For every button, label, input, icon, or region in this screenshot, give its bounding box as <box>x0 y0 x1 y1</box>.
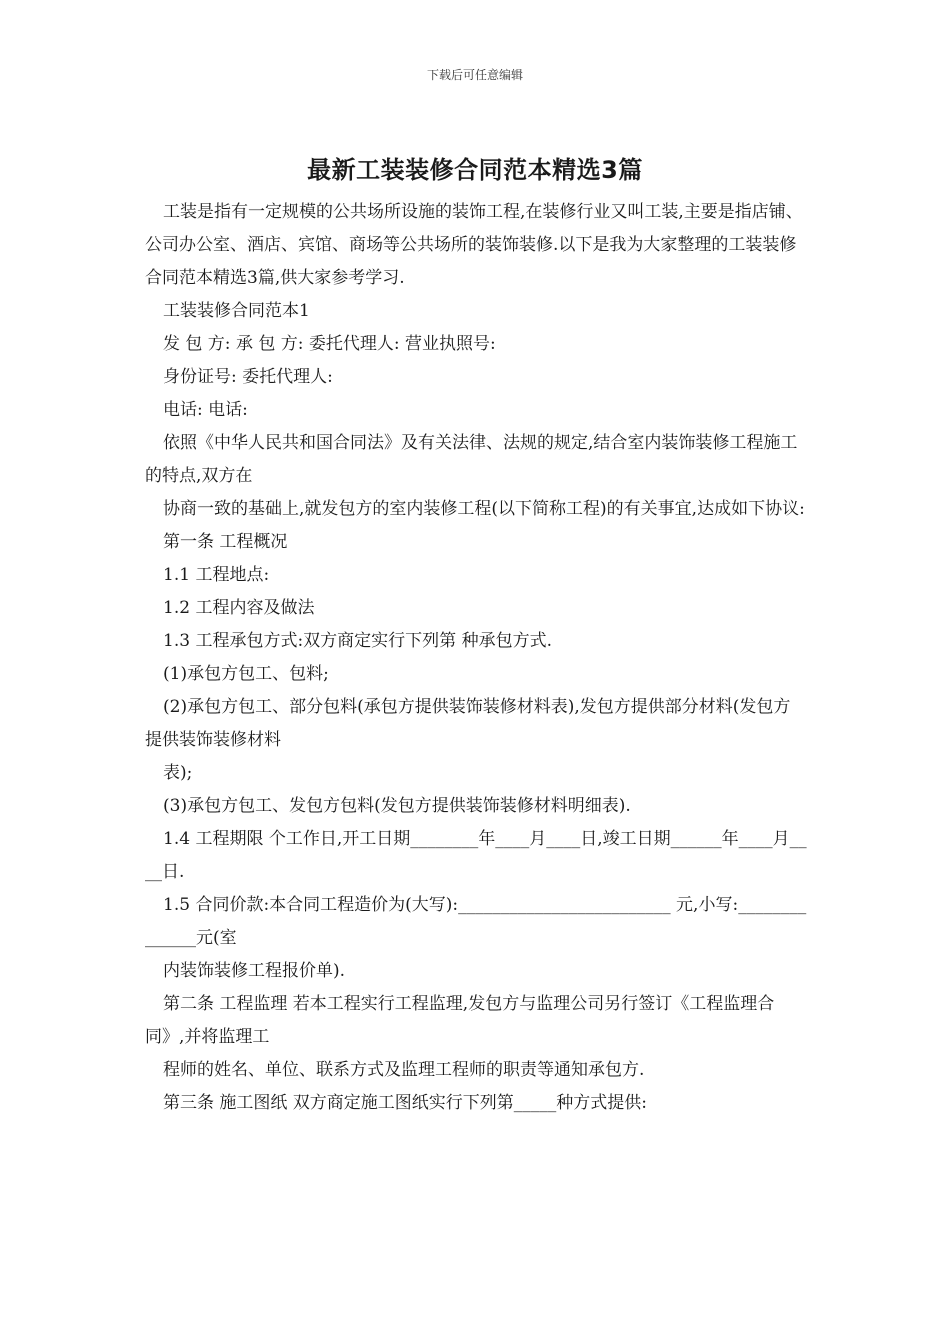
section-heading: 工装装修合同范本1 <box>163 301 310 321</box>
document-body <box>145 196 807 1120</box>
agreement-paragraph: 协商一致的基础上,就发包方的室内装修工程(以下简称工程)的有关事宜,达成如下协议: <box>163 499 805 519</box>
header-note: 下载后可任意编辑 <box>426 68 523 82</box>
option-line: (1)承包方包工、包料; <box>163 664 329 684</box>
party-line: 发 包 方: 承 包 方: 委托代理人: 营业执照号: <box>163 334 496 354</box>
id-line: 身份证号: 委托代理人: <box>163 367 333 387</box>
clause-line-continued: 内装饰装修工程报价单). <box>163 961 346 981</box>
option-line: (3)承包方包工、发包方包料(发包方提供装饰装修材料明细表). <box>163 796 631 816</box>
clause-line: 1.3 工程承包方式:双方商定实行下列第 种承包方式. <box>163 631 552 651</box>
clause-line: 1.5 合同价款:本合同工程造价为(大写):_________________________ 元,小写:______________元(室 <box>145 895 807 948</box>
legal-basis-paragraph: 依照《中华人民共和国合同法》及有关法律、法规的规定,结合室内装饰装修工程施工的特点,双方在 <box>145 433 798 486</box>
article-heading: 第一条 工程概况 <box>163 532 288 552</box>
clause-line: 1.4 工程期限 个工作日,开工日期________年____月____日,竣工日期______年____月____日. <box>145 829 807 882</box>
option-line-continued: 表); <box>163 763 193 783</box>
article-paragraph: 第二条 工程监理 若本工程实行工程监理,发包方与监理公司另行签订《工程监理合同》,并将监理工 <box>145 994 775 1047</box>
option-line: (2)承包方包工、部分包料(承包方提供装饰装修材料表),发包方提供部分材料(发包方提供装饰装修材料 <box>145 697 791 750</box>
intro-paragraph: 工装是指有一定规模的公共场所设施的装饰工程,在装修行业又叫工装,主要是指店铺、公司办公室、酒店、宾馆、商场等公共场所的装饰装修.以下是我为大家整理的工装装修合同范本精选3篇,供大家参考学习. <box>145 202 803 288</box>
phone-line: 电话: 电话: <box>163 400 248 420</box>
clause-line: 1.1 工程地点: <box>163 565 270 585</box>
clause-line: 1.2 工程内容及做法 <box>163 598 315 618</box>
document-title: 最新工装装修合同范本精选3篇 <box>307 156 643 184</box>
article-paragraph: 第三条 施工图纸 双方商定施工图纸实行下列第_____种方式提供: <box>163 1093 648 1113</box>
article-paragraph-continued: 程师的姓名、单位、联系方式及监理工程师的职责等通知承包方. <box>163 1060 645 1080</box>
